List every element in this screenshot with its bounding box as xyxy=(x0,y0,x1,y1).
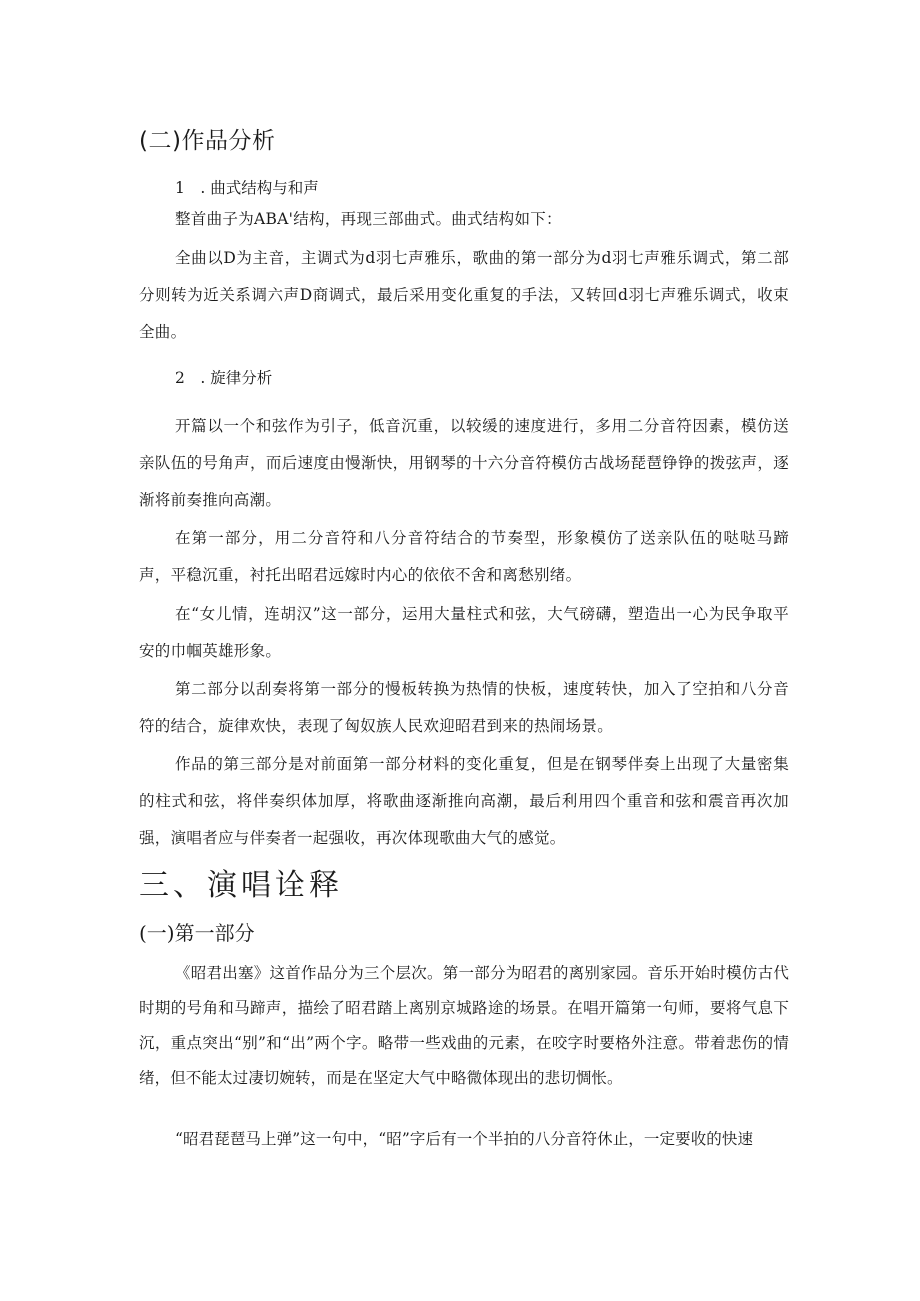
paragraph-part-one-rhythm: 在第一部分，用二分音符和八分音符结合的节奏型，形象模仿了送亲队伍的哒哒马蹄声，平稳沉重，衬托出昭君远嫁时内心的依依不舍和离愁别绪。 xyxy=(139,529,789,584)
paragraph-tonality: 全曲以D为主音，主调式为d羽七声雅乐，歌曲的第一部分为d羽七声雅乐调式，第二部分则转为近关系调六声D商调式，最后采用变化重复的手法，又转回d羽七声雅乐调式，收束全曲。 xyxy=(139,249,789,341)
subheading-form-structure: 1 . 曲式结构与和声 xyxy=(175,179,319,197)
chapter-heading-interpretation: 三、演唱诠释 xyxy=(139,868,343,903)
paragraph-intro-chord: 开篇以一个和弦作为引子，低音沉重，以较缓的速度进行，多用二分音符因素，模仿送亲队伍的号角声，而后速度由慢渐快，用钢琴的十六分音符模仿古战场琵琶铮铮的拨弦声，逐渐将前奏推向高潮。 xyxy=(139,417,789,509)
paragraph-pipa-line: “昭君琵琶马上弹”这一句中，“昭”字后有一个半拍的八分音符休止，一定要收的快速 xyxy=(175,1130,754,1148)
paragraph-part-three: 作品的第三部分是对前面第一部分材料的变化重复，但是在钢琴伴奏上出现了大量密集的柱式和弦，将伴奏织体加厚，将歌曲逐渐推向高潮，最后利用四个重音和弦和震音再次加强，演唱者应与伴奏者一起强收，再次体现歌曲大气的感觉。 xyxy=(139,755,789,847)
section-heading-part-one: (一)第一部分 xyxy=(139,921,255,945)
paragraph-chord-section: 在“女儿情，连胡汉”这一部分，运用大量柱式和弦，大气磅礴，塑造出一心为民争取平安的巾帼英雄形象。 xyxy=(139,605,789,660)
paragraph-structure-intro: 整首曲子为ABA'结构，再现三部曲式。曲式结构如下： xyxy=(175,210,562,228)
paragraph-part-one-interpretation: 《昭君出塞》这首作品分为三个层次。第一部分为昭君的离别家园。音乐开始时模仿古代时期的号角和马蹄声，描绘了昭君踏上离别京城路途的场景。在唱开篇第一句师，要将气息下沉，重点突出“别”和“出”两个字。略带一些戏曲的元素，在咬字时要格外注意。带着悲伤的情绪，但不能太过凄切婉转，而是在坚定大气中略微体现出的悲切惆怅。 xyxy=(139,964,789,1087)
section-heading-analysis: (二)作品分析 xyxy=(139,128,276,154)
paragraph-part-two: 第二部分以刮奏将第一部分的慢板转换为热情的快板，速度转快，加入了空拍和八分音符的结合，旋律欢快，表现了匈奴族人民欢迎昭君到来的热闹场景。 xyxy=(139,680,789,735)
subheading-melody-analysis: 2 . 旋律分析 xyxy=(175,369,273,387)
